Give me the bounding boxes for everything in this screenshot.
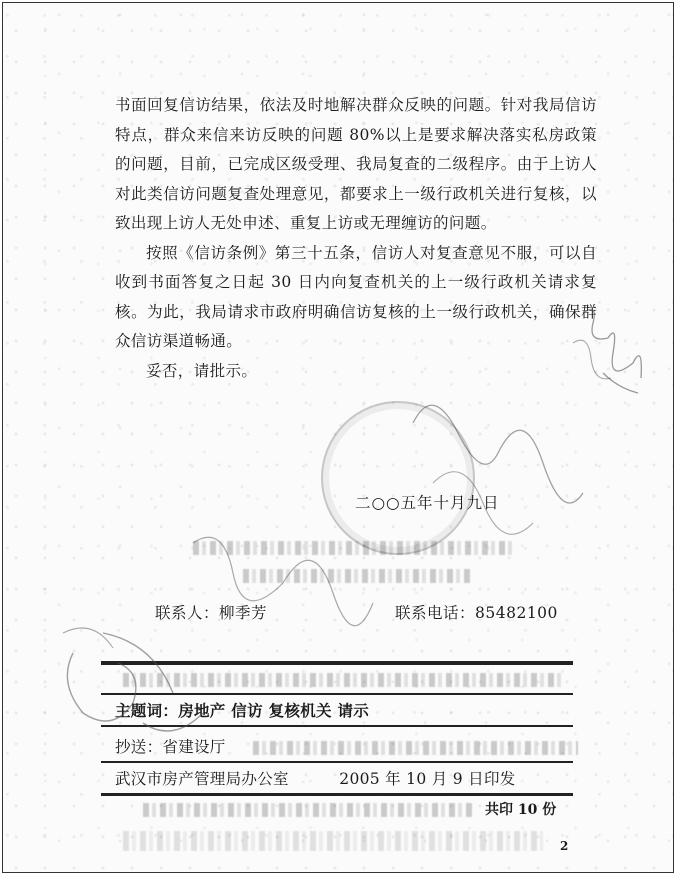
faded-text-line	[123, 673, 563, 687]
subject-keywords: 房地产 信访 复核机关 请示	[178, 701, 370, 720]
document-page	[2, 2, 674, 873]
faded-text-line	[243, 569, 473, 583]
official-seal	[321, 401, 475, 555]
footer-rule	[101, 725, 573, 727]
subject-line	[115, 699, 369, 721]
faded-text-line	[253, 741, 578, 755]
footer-rule-top	[101, 661, 573, 665]
cc-line: 抄送：省建设厅	[115, 738, 226, 756]
contact-person-label: 联系人：	[155, 604, 220, 622]
footer-rule	[101, 693, 573, 695]
faded-text-line	[143, 803, 473, 817]
contact-person	[155, 601, 267, 623]
contact-person-name: 柳季芳	[219, 604, 268, 622]
paragraph-1: 书面回复信访结果，依法及时地解决群众反映的问题。针对我局信访特点，群众来信来访反映的问题 80%以上是要求解决落实私房政策的问题，目前，已完成区级受理、我局复查的二级程序。由于上访人对此类信访问题复查处理意见，都要求上一级行政机关进行复核，以致出现上访人无处申述、重复上访或无理缠访的问题。	[115, 96, 597, 232]
contact-phone	[395, 601, 558, 623]
page-number: 2	[560, 839, 569, 853]
issue-date: 2005 年 10 月 9 日印发	[339, 770, 516, 788]
issuer: 武汉市房产管理局办公室	[115, 770, 289, 788]
issue-line	[115, 767, 516, 789]
faded-text-line	[123, 831, 543, 851]
faded-text-line	[193, 541, 513, 555]
paragraph-2: 按照《信访条例》第三十五条，信访人对复查意见不服，可以自收到书面答复之日起 30 日内向复查机关的上一级行政机关请求复核。为此，我局请求市政府明确信访复核的上一级行政机关，确保群众信访渠道畅通。	[115, 243, 597, 350]
document-date: 二○○五年十月九日	[355, 494, 500, 512]
footer-rule-bottom	[101, 793, 573, 796]
paragraph-3: 妥否，请批示。	[146, 361, 258, 380]
copies-printed: 共印 10 份	[485, 802, 557, 818]
contact-phone-label: 联系电话：	[395, 604, 476, 622]
letter-body	[115, 91, 597, 386]
footer-rule	[101, 761, 573, 763]
contact-phone-number: 85482100	[475, 604, 558, 622]
subject-label: 主题词：	[115, 701, 179, 720]
